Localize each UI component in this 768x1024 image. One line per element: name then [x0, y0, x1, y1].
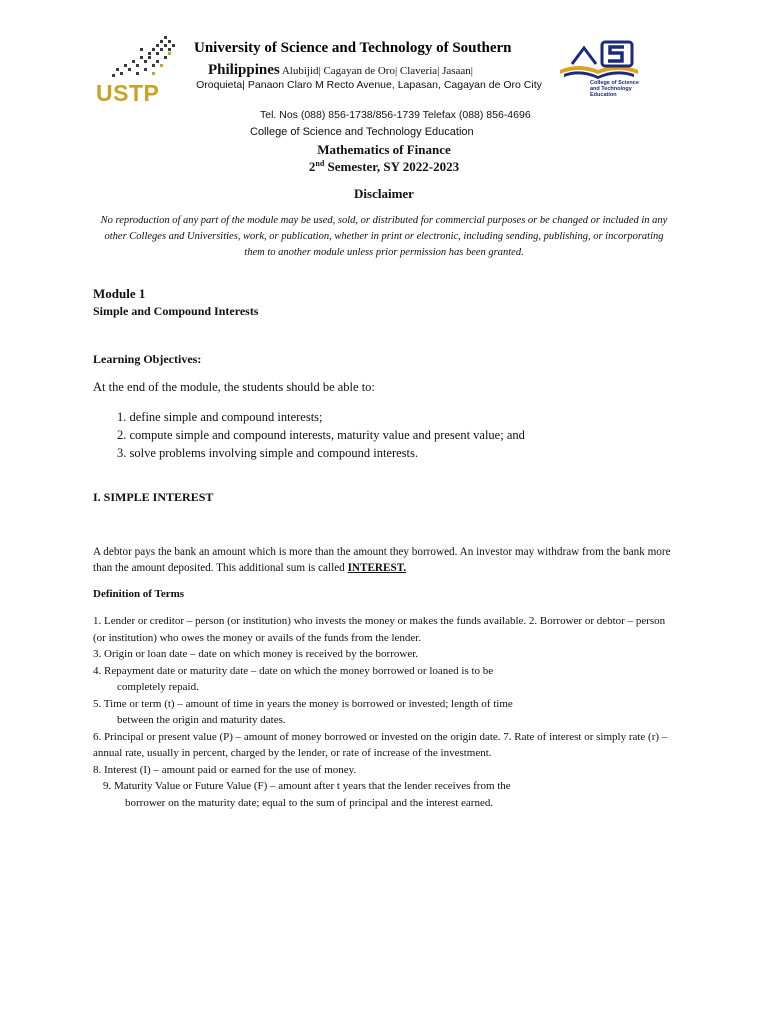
learning-objectives-list — [117, 408, 525, 462]
disclaimer-text: No reproduction of any part of the module may be used, sold, or distributed for commercial purposes or be changed or included in any other Colleges and Universities, work, or publication, whether in print or electronic, including sending, publishing, or incorporating them to another module unless prior permission has been granted. — [100, 215, 668, 258]
list-item-continuation: borrower on the maturity date; equal to the sum of principal and the interest earned. — [125, 796, 494, 809]
telephone-numbers: Tel. Nos (088) 856-1738/856-1739 Telefax (088) 856-4696 — [260, 109, 531, 121]
university-name-line2 — [208, 59, 473, 79]
list-item: 1. define simple and compound interests; — [117, 410, 323, 424]
learning-objectives-intro: At the end of the module, the students should be able to: — [93, 380, 375, 394]
list-item: 2. compute simple and compound interests, maturity value and present value; and — [117, 428, 525, 442]
list-item: 1. Lender or creditor – person (or institution) who invests the money or makes the funds available. 2. Borrower or debtor – person (or institution) who owes the money or avails of the funds from the lender. — [93, 615, 666, 644]
intro-paragraph — [93, 544, 673, 576]
ustp-dot-grid-icon — [110, 34, 176, 78]
list-item: 9. Maturity Value or Future Value (F) – amount after t years that the lender receives from the — [103, 780, 511, 792]
list-item: 5. Time or term (t) – amount of time in years the money is borrowed or invested; length of time — [93, 697, 513, 710]
ustp-logo-text: USTP — [96, 80, 160, 106]
disclaimer-heading: Disclaimer — [354, 186, 414, 201]
university-name-philippines: Philippines — [208, 62, 280, 78]
list-item: 8. Interest (I) – amount paid or earned for the use of money. — [93, 763, 357, 776]
university-name: University of Science and Technology of Southern — [194, 40, 512, 56]
cste-emblem-icon — [558, 40, 644, 82]
course-title: Mathematics of Finance — [317, 142, 451, 157]
list-item-continuation: between the origin and maturity dates. — [117, 714, 286, 726]
intro-text: A debtor pays the bank an amount which is more than the amount they borrowed. An investor may withdraw from the bank more than the amount deposited. This additional sum is called — [93, 546, 671, 574]
semester-ordinal-suffix: nd — [315, 159, 325, 168]
definitions-heading: Definition of Terms — [93, 588, 185, 600]
semester-year: Semester, SY 2022-2023 — [324, 159, 460, 174]
semester-ordinal: 2 — [308, 159, 316, 174]
cste-logo-caption: College of Science and Technology Education — [590, 80, 639, 98]
list-item-continuation: completely repaid. — [117, 681, 199, 693]
ustp-logo — [96, 34, 180, 104]
section-heading: I. SIMPLE INTEREST — [93, 490, 214, 504]
definitions-list — [93, 613, 675, 811]
list-item: 3. solve problems involving simple and compound interests. — [117, 446, 419, 460]
cste-logo — [558, 40, 644, 100]
interest-emphasis: INTEREST. — [347, 562, 407, 574]
semester-line — [0, 159, 768, 175]
module-number: Module 1 — [93, 286, 146, 301]
module-title: Simple and Compound Interests — [93, 304, 259, 318]
campus-list: Alubijid| Cagayan de Oro| Claveria| Jasaan| — [279, 65, 474, 77]
university-address: Oroquieta| Panaon Claro M Recto Avenue, Lapasan, Cagayan de Oro City — [196, 79, 542, 91]
list-item: 4. Repayment date or maturity date – date on which the money borrowed or loaned is to be — [93, 664, 494, 677]
list-item: 3. Origin or loan date – date on which money is received by the borrower. — [93, 648, 419, 660]
list-item: 6. Principal or present value (P) – amount of money borrowed or invested on the origin date. 7. Rate of interest or simply rate (r) – annual rate, usually in percent, charged by the lender, or rate of increase of the investment. — [93, 730, 668, 759]
learning-objectives-heading: Learning Objectives: — [93, 352, 202, 366]
college-name: College of Science and Technology Education — [250, 126, 474, 138]
